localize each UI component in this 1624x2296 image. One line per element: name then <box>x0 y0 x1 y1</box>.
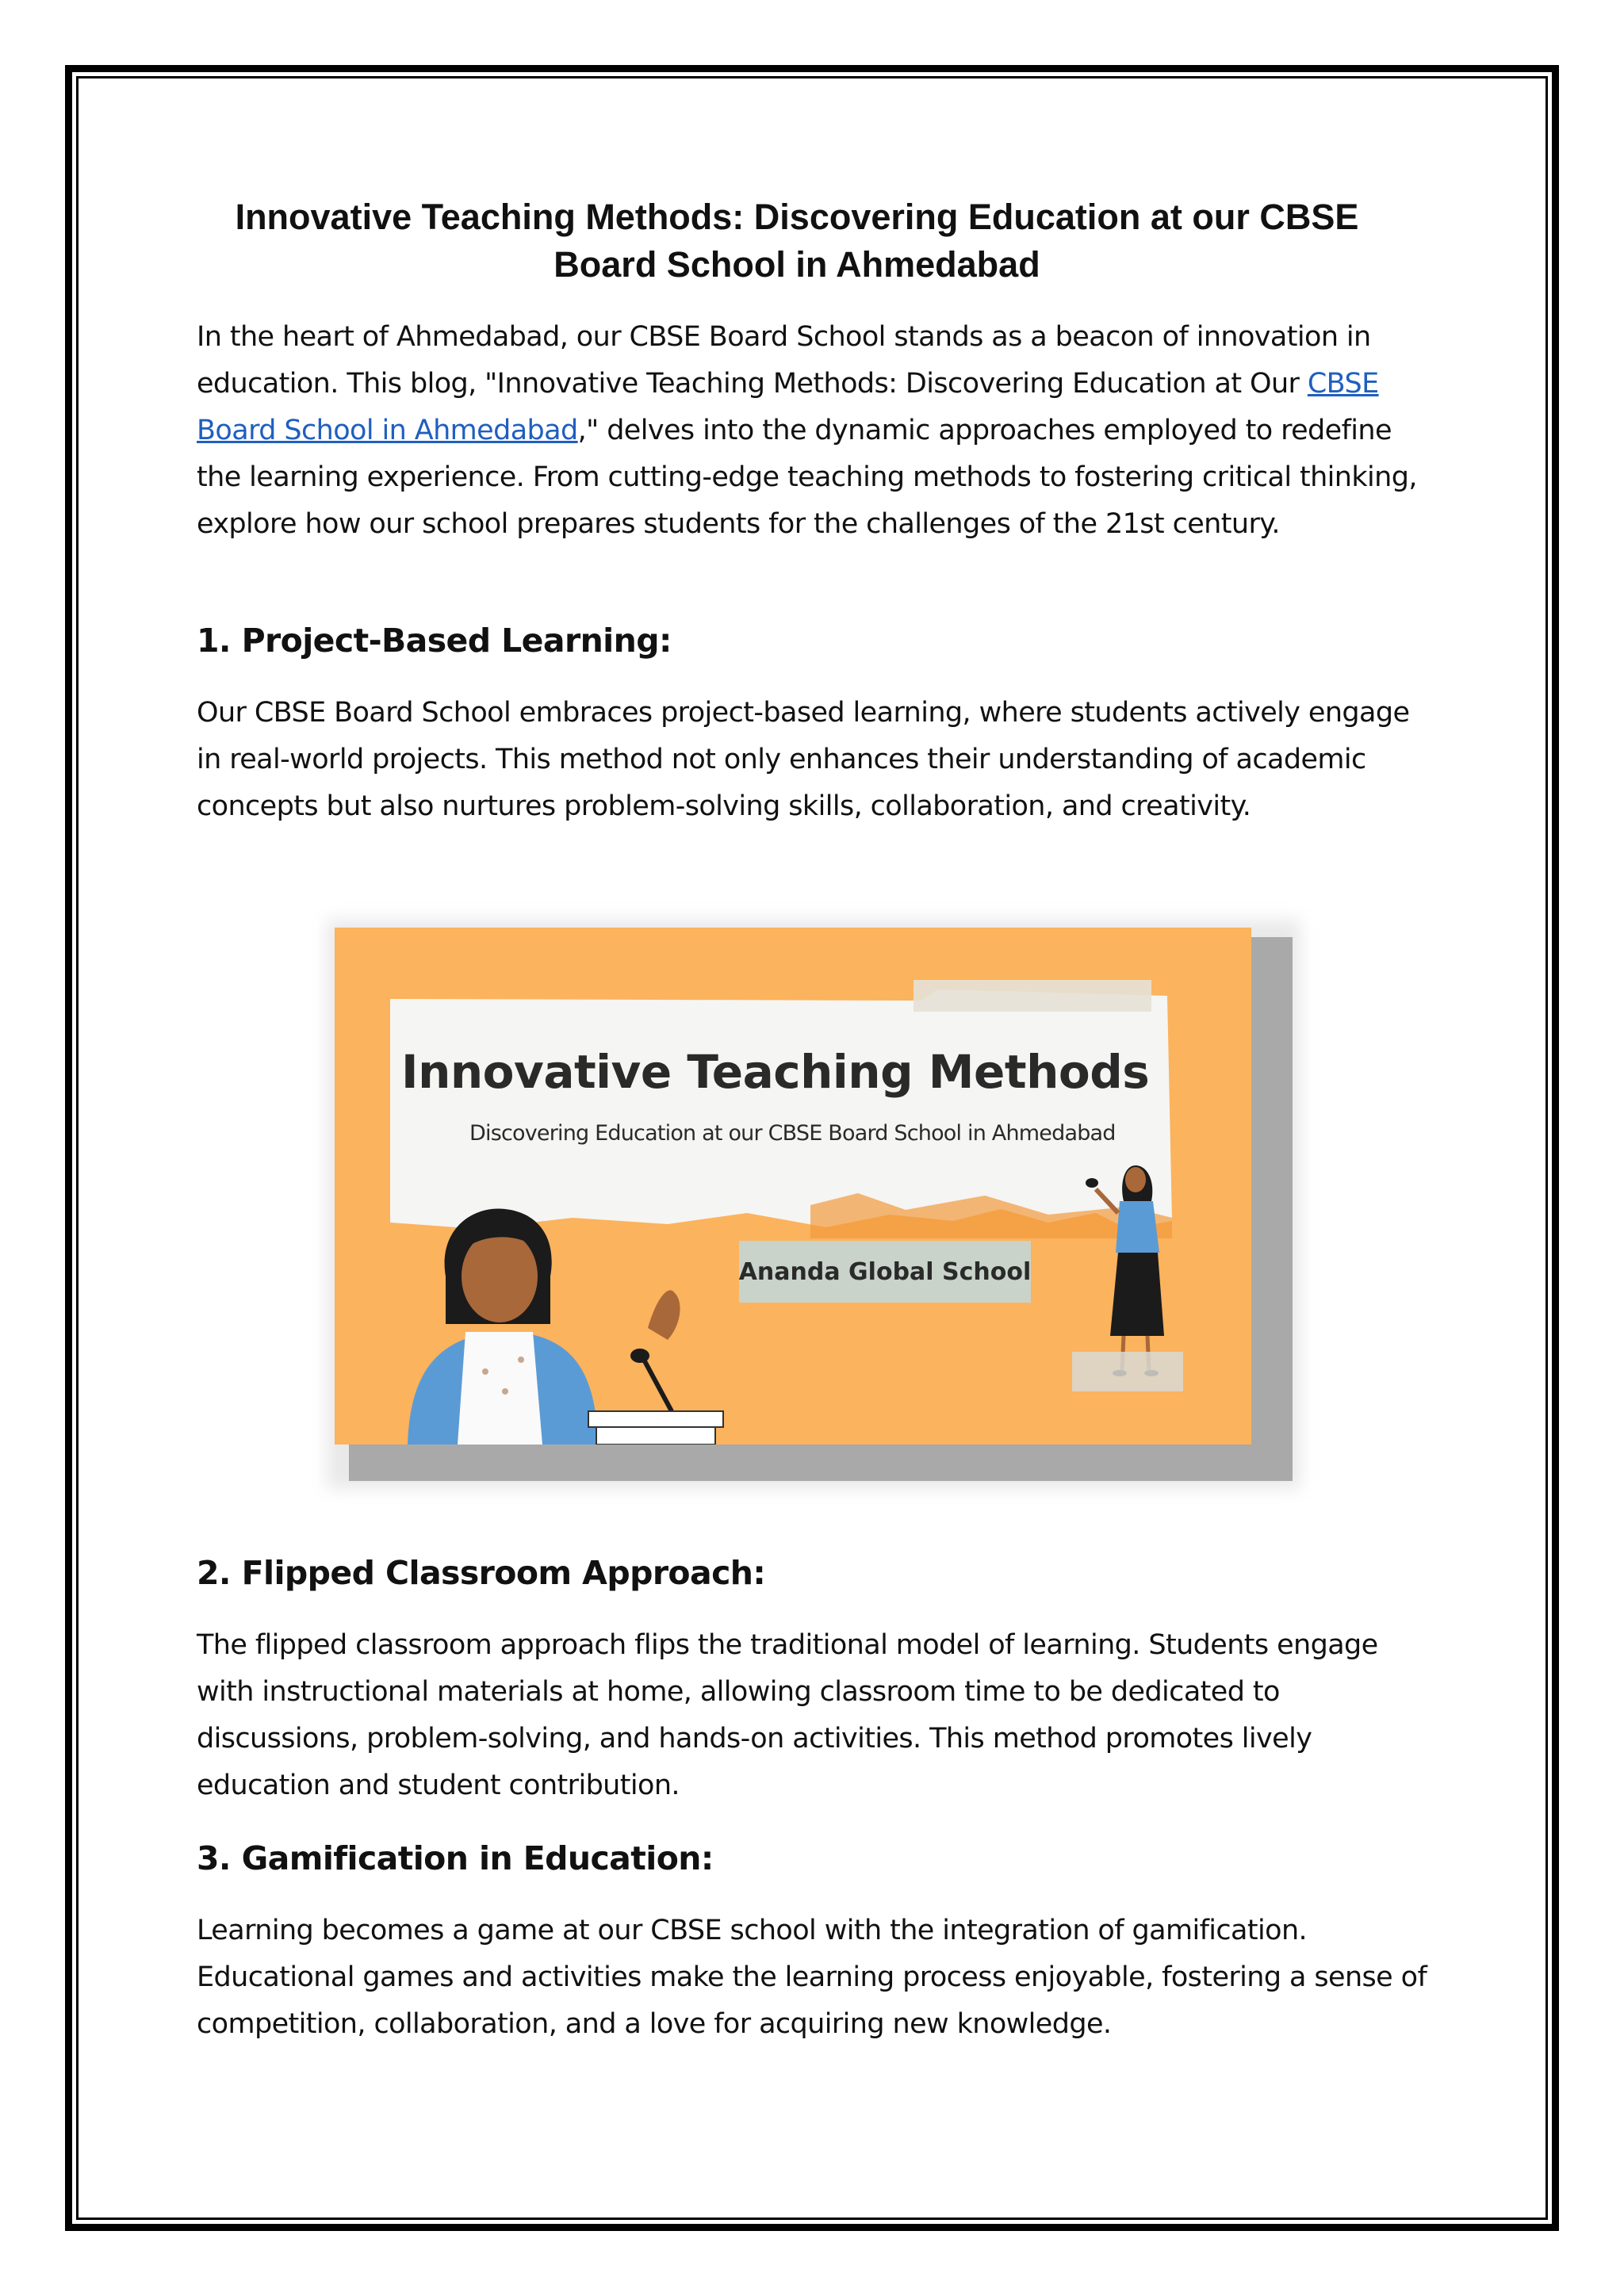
banner-title: Innovative Teaching Methods <box>401 1045 1150 1099</box>
banner-subtitle: Discovering Education at our CBSE Board School in Ahmedabad <box>469 1121 1116 1146</box>
section-heading-gamification: 3. Gamification in Education: <box>197 1839 714 1877</box>
section-body-flipped-classroom: The flipped classroom approach flips the traditional model of learning. Students engage with instructional materials at home, allowing classroom time to be dedicated to discussions, problem-solving, and hands-on activities. This method promotes lively education and student contribution. <box>197 1629 1378 1801</box>
document-title: Innovative Teaching Methods: Discovering Education at our CBSE Board School in Ahmedabad <box>235 197 1359 285</box>
section-heading-flipped-classroom: 2. Flipped Classroom Approach: <box>197 1554 766 1592</box>
section-body-project-based: Our CBSE Board School embraces project-based learning, where students actively engage in real-world projects. This method not only enhances their understanding of academic concepts but also nurtures problem-solving skills, collaboration, and creativity. <box>197 697 1410 822</box>
banner-image <box>335 928 1251 1445</box>
teacher-figure <box>408 1208 723 1445</box>
section-body-gamification: Learning becomes a game at our CBSE school with the integration of gamification. Educational games and activities make the learning process enjoyable, fostering a sense of competition, collaboration, and a love for acquiring new knowledge. <box>197 1915 1427 2040</box>
banner-school-label: Ananda Global School <box>739 1241 1031 1303</box>
banner-artwork <box>335 928 1251 1445</box>
intro-text-start: In the heart of Ahmedabad, our CBSE Board School stands as a beacon of innovation in education. This blog, "Innovative Teaching Methods: Discovering Education at Our <box>197 321 1371 400</box>
section-heading-project-based: 1. Project-Based Learning: <box>197 622 672 660</box>
intro-text-end: ," delves into the dynamic approaches employed to redefine the learning experience. From cutting-edge teaching methods to fostering critical thinking, explore how our school prepares students for the challenges of the 21st century. <box>197 415 1417 540</box>
intro-paragraph <box>197 314 1434 548</box>
cbse-school-link[interactable]: CBSE Board School in Ahmedabad <box>197 368 1379 446</box>
